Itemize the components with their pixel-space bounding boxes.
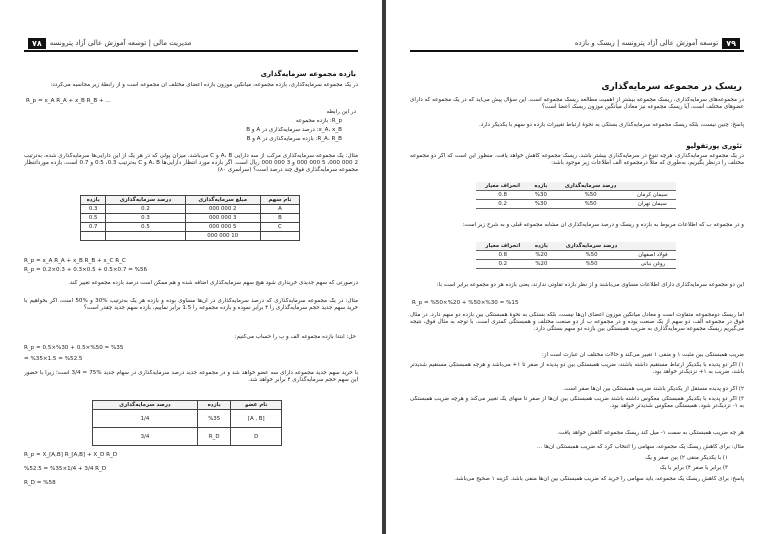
table-cell: %30 xyxy=(529,200,552,209)
table-row xyxy=(93,428,282,446)
table-cell: %50 xyxy=(553,200,629,209)
left-calc6: %52.5 = %35×1/4 + 3/4 R_D xyxy=(24,466,107,472)
table-cell: 0.2 xyxy=(106,205,185,214)
left-solution: حل: ابتدا بازده مجموعه الف و ب را حساب می‌کنیم: xyxy=(234,334,356,340)
table-cell: سیمان تهران xyxy=(629,200,676,209)
left-calc1: R_p = x_A R_A + x_B R_B + x_C R_C xyxy=(24,258,126,264)
table-cell: B xyxy=(260,214,299,223)
right-p7: هر چه ضریب همبستگی به سمت ۱- میل کند ریسک مجموعه کاهش خواهد یافت. xyxy=(557,430,744,436)
table-cell: 0.3 xyxy=(106,214,185,223)
table-header: نام عضو xyxy=(231,401,282,410)
table-row xyxy=(81,232,300,241)
table-cell: %30 xyxy=(529,191,552,200)
right-item3: ۳) اگر دو پدیده با یکدیگر همبستگی معکوس داشته باشند ضریب همبستگی بین آن‌ها از صفر تا منهای یک تغییر می‌کند و هرچه ضریب همبستگی به ۱- نزدیک‌تر شود، همبستگی معکوس شدیدتر خواهد بود. xyxy=(410,396,744,410)
left-calc7: R_D = %58 xyxy=(24,480,56,486)
left-calc5: R_p = X_[A,B] R_[A,B] + X_D R_D xyxy=(24,452,118,458)
left-def2: x_A، x_B: درصد سرمایه‌گذاری در A و B xyxy=(246,127,342,133)
left-p2: درصورتی که سهم جدیدی خریداری شود هیچ سهم سرمایه‌گذاری اضافه شده و هم ممکن است درصد بازده مجموعه تغییر کند. xyxy=(68,280,358,286)
table-header xyxy=(630,242,676,251)
left-table2 xyxy=(92,400,282,446)
table-cell: 0.8 xyxy=(476,191,529,200)
left-calc4: = %35×1.5 = %52.5 xyxy=(24,356,83,362)
right-formula: R_p = %50×%20 + %50×%30 = %15 xyxy=(412,300,519,306)
left-header-title: مدیریت مالی | توسعه آموزش عالی آزاد پترونسه xyxy=(49,39,192,47)
left-page-number: ۷۸ xyxy=(28,38,46,49)
right-p5: اما ریسک دومجموعه متفاوت است و معادل میانگین موزون اعضای آن‌ها نیست، بلکه بستگی به نحوهٔ همبستگی بین بازده دو سهم دارد. در مثال فوق در مجموعه الف، دو سهم از یک صنعت بوده و در مجموعه ب از دو صنعت مختلف و همبستگی کمتری است. با توجه به مثال فوق، نتیجه می‌گیریم ریسک مجموعه سرمایه‌گذاری به ضریب همبستگی بین بازده دو سهم بستگی دارد. xyxy=(410,312,744,333)
right-section-heading: ریسک در مجموعه سرمایه‌گذاری xyxy=(601,82,742,92)
table-cell: 0.7 xyxy=(81,223,106,232)
table-cell xyxy=(106,232,185,241)
left-p3: با خرید سهم جدید مجموعه دارای سه عضو خواهد شد و در مجموعه جدید درصد سرمایه‌گذاری در سهام جدید %75 = 3/4 است؛ زیرا با حضور این سهم حجم سرمایه‌گذاری ۴ برابر خواهد شد. xyxy=(24,370,358,384)
right-header xyxy=(410,36,744,52)
table-cell: 5 000 000 xyxy=(185,223,260,232)
right-answer2: پاسخ: برای کاهش ریسک یک مجموعه، باید سهامی را خرید که ضریب همبستگی بین آن‌ها منفی باشد. گزینه ۱ صحیح می‌باشد. xyxy=(454,476,744,482)
table-cell: سیمان کرمان xyxy=(629,191,676,200)
table-row xyxy=(476,260,676,269)
table-cell: 2 000 000 xyxy=(185,205,260,214)
right-example: مثال: برای کاهش ریسک یک مجموعه، سهامی را انتخاب کرد که ضریب همبستگی آن‌ها ... xyxy=(537,444,744,450)
table-cell: 0.5 xyxy=(106,223,185,232)
left-where: در این رابطه xyxy=(326,109,356,115)
left-calc3: R_p = 0.5×%30 + 0.5×%50 = %35 xyxy=(24,345,124,351)
table-cell: 0.5 xyxy=(81,214,106,223)
left-page xyxy=(0,0,382,534)
left-section-heading: بازده مجموعه سرمایه‌گذاری xyxy=(260,70,356,78)
table-cell: 0.2 xyxy=(476,260,530,269)
right-page xyxy=(386,0,768,534)
right-p6: ضریب همبستگی بین مثبت ۱ و منفی ۱ تغییر می‌کند و حالات مختلف آن عبارت است از: xyxy=(541,352,744,358)
table-cell: %50 xyxy=(553,191,629,200)
left-calc2: R_p = 0.2×0.3 + 0.3×0.5 + 0.5×0.7 = %56 xyxy=(24,267,148,273)
table-cell: %20 xyxy=(530,251,554,260)
table-row xyxy=(81,223,300,232)
table-header: درصد سرمایه‌گذاری xyxy=(106,196,185,205)
table-header: بازده xyxy=(530,242,554,251)
right-page-number: ۷۹ xyxy=(722,38,740,49)
table-cell: 0.2 xyxy=(476,200,529,209)
right-table1 xyxy=(476,182,676,209)
table-cell: %50 xyxy=(553,260,630,269)
table-header: انحراف معیار xyxy=(476,242,530,251)
table-cell: فولاد اصفهان xyxy=(630,251,676,260)
table-cell: C xyxy=(260,223,299,232)
right-item2: ۲) اگر دو پدیده مستقل از یکدیگر باشند ضریب همبستگی بین آن‌ها صفر است. xyxy=(563,386,744,392)
right-subheading: تئوری پورتفولیو xyxy=(686,142,742,150)
table-header: درصد سرمایه‌گذاری xyxy=(553,242,630,251)
table-cell: %20 xyxy=(530,260,554,269)
table-cell: 3/4 xyxy=(93,428,198,446)
table-cell: 1/4 xyxy=(93,410,198,428)
table-header: بازده xyxy=(197,401,231,410)
right-table2 xyxy=(476,242,676,269)
right-p1: در مجموعه‌های سرمایه‌گذاری، ریسک مجموعه بیشتر از اهمیت مطالعه ریسک مجموعه است. این سؤال پیش می‌آید که در یک مجموعه که دارای عضوهای مختلف است، آیا ریسک مجموعه نیز معادل میانگین موزون ریسک اعضا است؟ xyxy=(410,97,744,111)
table-cell: %50 xyxy=(553,251,630,260)
table-header: انحراف معیار xyxy=(476,182,529,191)
table-row xyxy=(476,191,676,200)
left-header xyxy=(24,36,358,52)
table-header xyxy=(629,182,676,191)
left-table1 xyxy=(80,195,300,241)
table-header: بازده xyxy=(529,182,552,191)
table-cell: [A , B] xyxy=(231,410,282,428)
right-answer: پاسخ: چنین نیست، بلکه ریسک مجموعه سرمایه‌گذاری بستگی به نحوهٔ ارتباط تغییرات بازده دو سهم با یکدیگر دارد. xyxy=(479,122,744,128)
table-header: نام سهم xyxy=(260,196,299,205)
table-cell: 3 000 000 xyxy=(185,214,260,223)
table-cell: R_D xyxy=(197,428,231,446)
table-row xyxy=(93,410,282,428)
right-options2: ۳) برابر با صفر ۴) برابر با یک xyxy=(659,465,728,471)
left-def3: R_A، R_B: بازده سرمایه‌گذاری در A و B xyxy=(246,136,342,142)
table-row xyxy=(476,251,676,260)
left-def1: R_p: بازده مجموعه xyxy=(295,118,342,124)
table-cell: A xyxy=(260,205,299,214)
table-row xyxy=(81,205,300,214)
right-header-title: توسعه آموزش عالی آزاد پترونسه | ریسک و بازده xyxy=(574,39,719,47)
right-options1: ۱) با یکدیگر منفی ۲) بین صفر و یک xyxy=(645,455,728,461)
table-row xyxy=(81,214,300,223)
table-row xyxy=(476,200,676,209)
right-p3: و در مجموعه ب که اطلاعات مربوط به بازده و ریسک و درصد سرمایه‌گذاری آن مشابه مجموعه قبلی و به شرح زیر است: xyxy=(462,222,744,228)
table-header: درصد سرمایه‌گذاری xyxy=(553,182,629,191)
table-cell: 0.3 xyxy=(81,205,106,214)
right-item1: ۱) اگر دو پدیده با یکدیگر ارتباط مستقیم داشته باشند، ضریب همبستگی بین دو پدیده از صفر تا ۱+ می‌باشد و هرچه همبستگی مستقیم شدیدتر باشد، ضریب به ۱+ نزدیک‌تر خواهد بود. xyxy=(410,362,744,376)
right-p2: در یک مجموعه سرمایه‌گذاری، هرچه تنوع در سرمایه‌گذاری بیشتر باشد، ریسک مجموعه کاهش خواهد یافت. منظور این است که اگر دو مجموعه مختلف را درنظر بگیریم، به‌طوری که مثلاً درمجموعه الف اطلاعات زیر موجود باشد: xyxy=(410,153,744,167)
table-cell xyxy=(81,232,106,241)
table-cell: D xyxy=(231,428,282,446)
left-formula1: R_p = x_A R_A + x_B R_B + ... xyxy=(26,98,111,104)
table-cell: %35 xyxy=(197,410,231,428)
table-cell: روغن نباتی xyxy=(630,260,676,269)
right-p4: این دو مجموعه سرمایه‌گذاری دارای اطلاعات مساوی می‌باشند و از نظر بازده تفاوتی ندارند، یعنی بازده هر دو مجموعه برابر است با: xyxy=(436,282,744,288)
table-cell: 10 000 000 xyxy=(185,232,260,241)
left-intro: در یک مجموعه سرمایه‌گذاری، بازده مجموعه، میانگین موزون بازده اعضای مختلف آن مجموعه است و از رابطهٔ زیر محاسبه می‌گردد: xyxy=(50,82,358,88)
table-header: مبلغ سرمایه‌گذاری xyxy=(185,196,260,205)
table-cell: 0.8 xyxy=(476,251,530,260)
table-header: بازده xyxy=(81,196,106,205)
table-cell xyxy=(260,232,299,241)
left-example: مثال: یک مجموعه سرمایه‌گذاری مرکب از سه دارایی A، B و C می‌باشد، میزان پولی که در هر یک از این دارایی‌ها سرمایه‌گذاری شده، به‌ترتیب 2 000 000، 5 000 000 و 3 000 000 ریال است. اگر بازده مورد انتظار دارایی‌ها A، B و C به‌ترتیب 0.3، 0.5 و 0.7 است، بازده مورد‌انتظار مجموعه سرمایه‌گذاری فوق چند درصد است؟ (سراسری ۸۰) xyxy=(24,153,358,174)
left-example2: مثال: در یک مجموعه سرمایه‌گذاری که درصد سرمایه‌گذاری در آن‌ها مساوی بوده و بازده هر یک به‌ترتیب %30 و %50 است، اگر بخواهیم با خرید سهم جدید حجم سرمایه‌گذاری را ۴ برابر نموده و بازده مجموعه را 1.5 برابر نماییم، بازده سهم جدید چقدر است؟ xyxy=(24,298,358,312)
table-header: درصد سرمایه‌گذاری xyxy=(93,401,198,410)
